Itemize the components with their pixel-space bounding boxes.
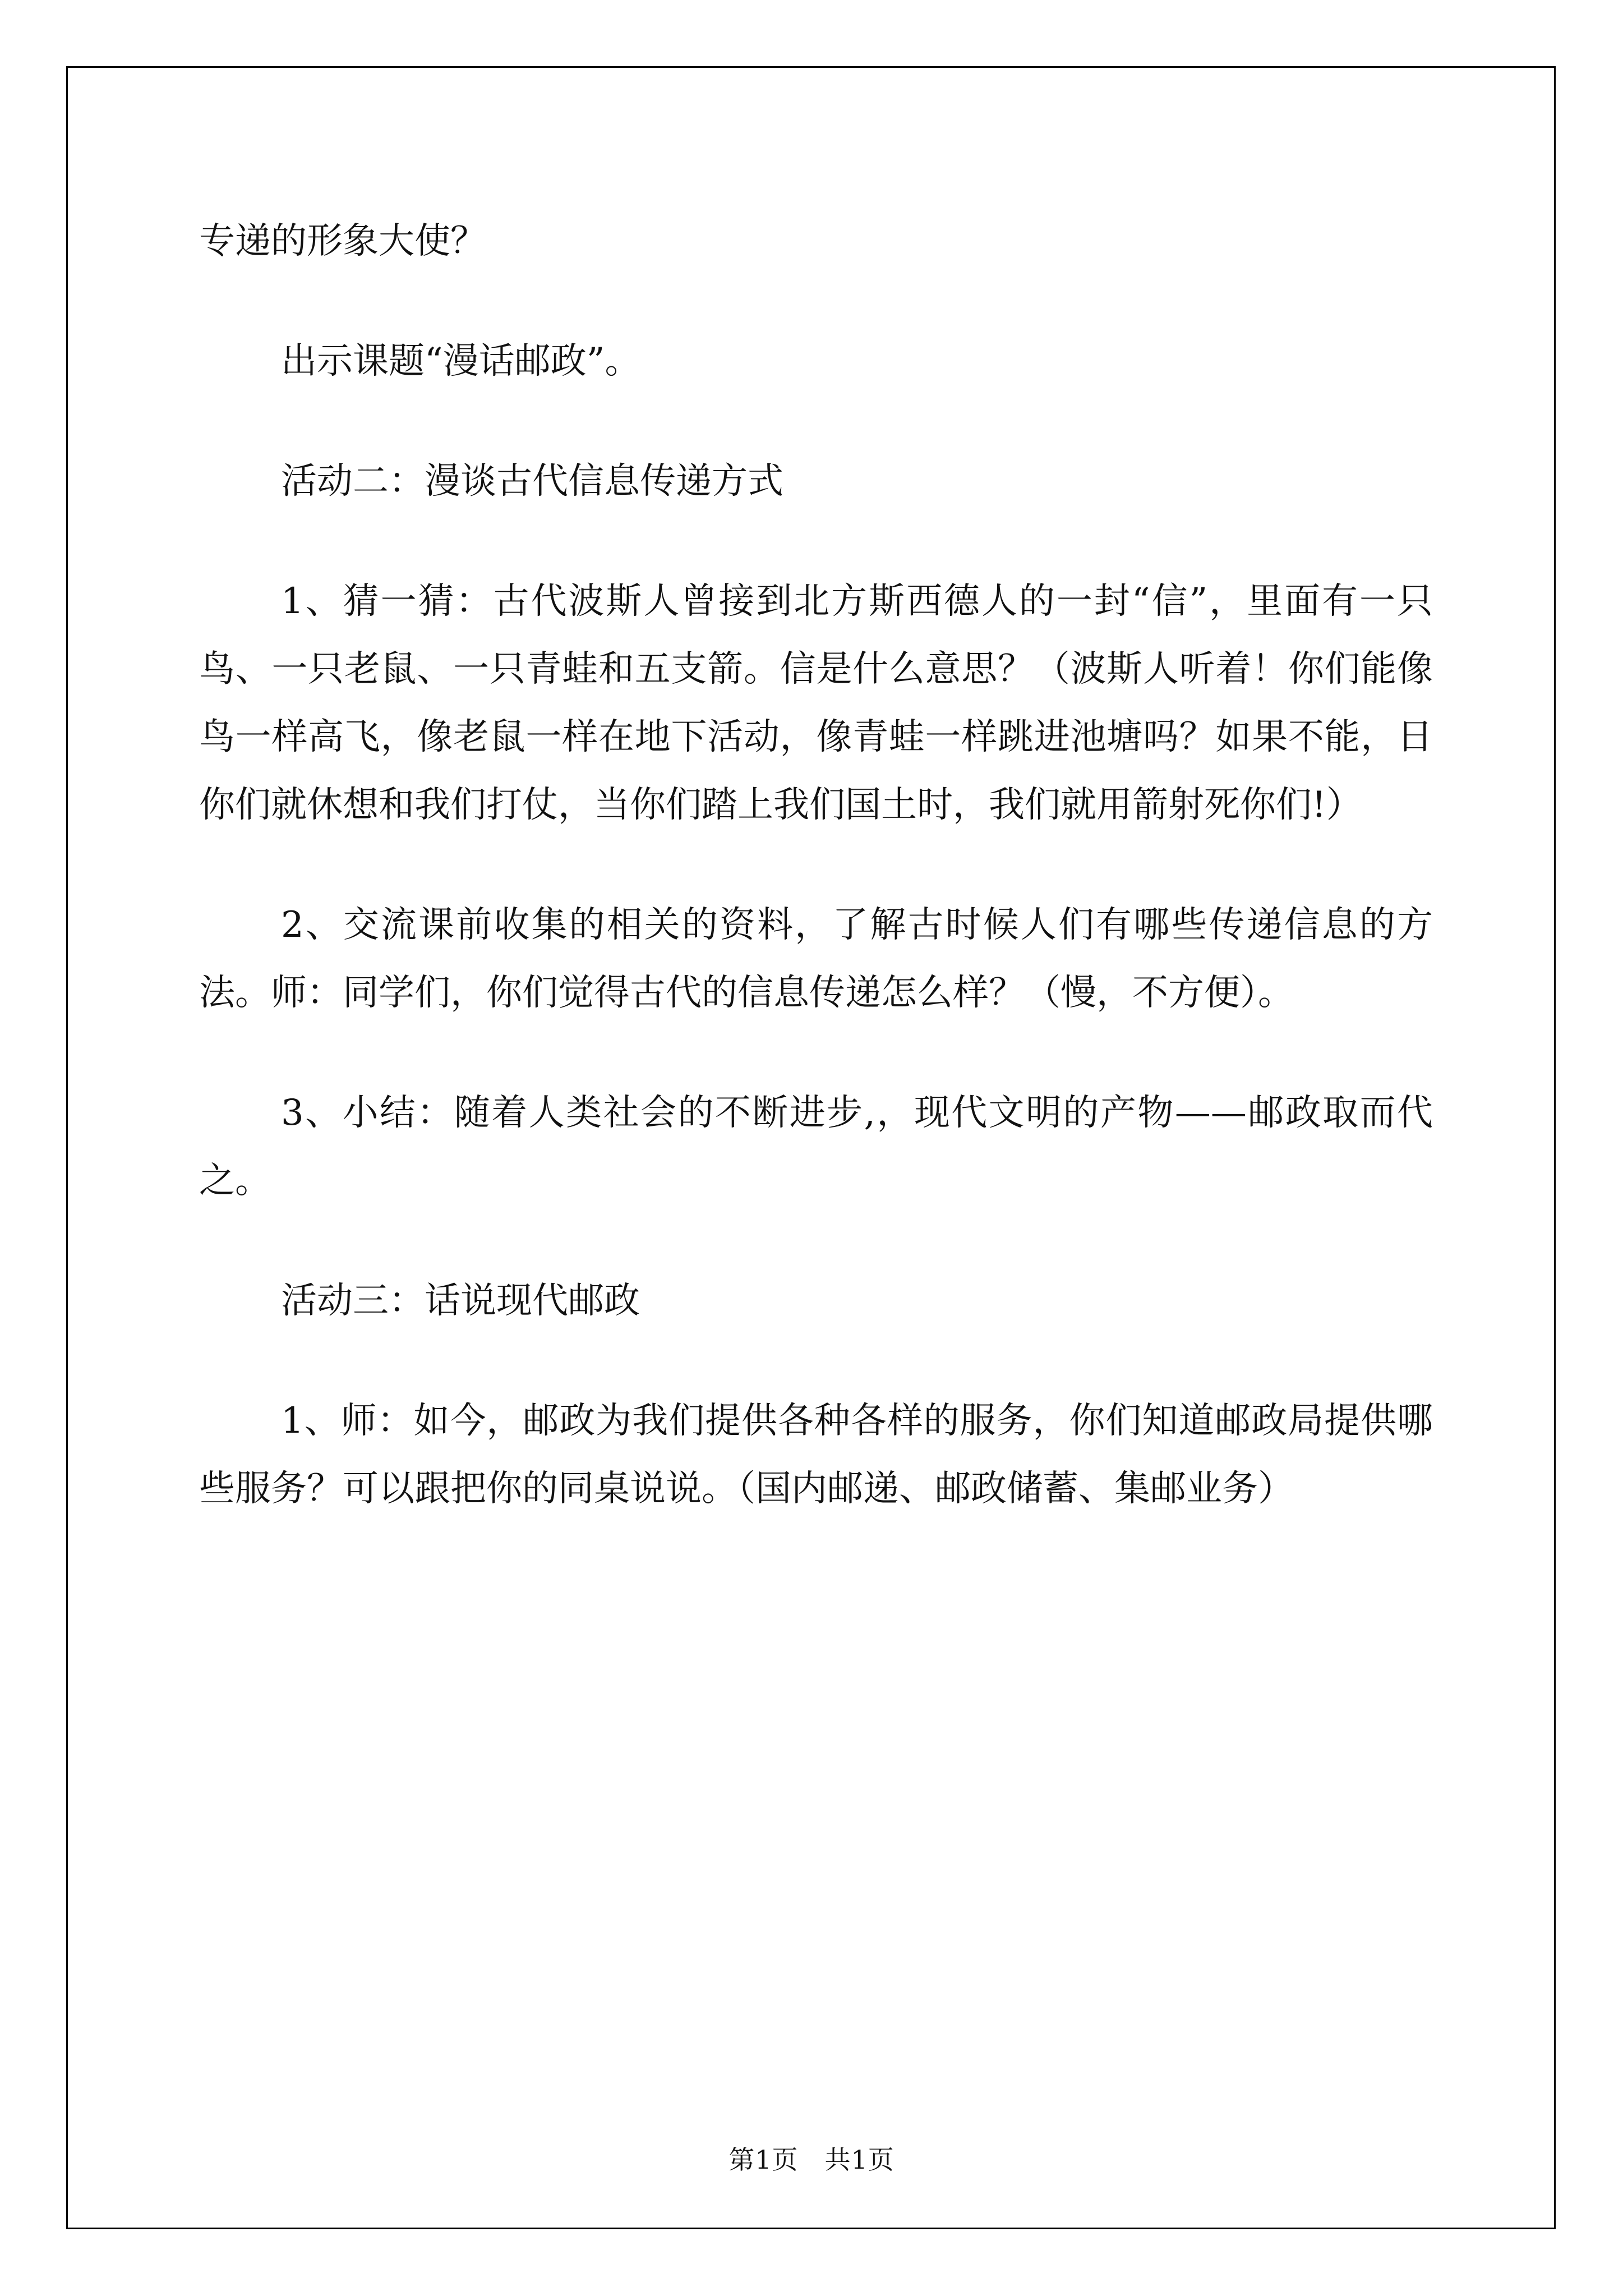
page-number-footer: 第1页 共1页	[728, 2145, 895, 2175]
paragraph-exchange: 2、交流课前收集的相关的资料，了解古时候人们有哪些传递信息的方法。师：同学们，你们觉得古代的信息传递怎么样？（慢，不方便）。	[199, 904, 1433, 1014]
paragraph-show-title: 出示课题“漫话邮政”。	[281, 341, 641, 382]
paragraph-guess: 1、猜一猜：古代波斯人曾接到北方斯西德人的一封“信”，里面有一只鸟、一只老鼠、一只青蛙和五支箭。信是什么意思？（波斯人听着！你们能像鸟一样高飞，像老鼠一样在地下活动，像青蛙一样跳进池塘吗？如果不能，日你们就休想和我们打仗，当你们踏上我们国土时，我们就用箭射死你们!）	[199, 581, 1433, 826]
heading-activity-three: 活动三：话说现代邮政	[281, 1280, 640, 1322]
heading-activity-two: 活动二：漫谈古代信息传递方式	[281, 461, 783, 502]
paragraph-postal-services: 1、师：如今，邮政为我们提供各种各样的服务，你们知道邮政局提供哪些服务？可以跟把你的同桌说说。（国内邮递、邮政储蓄、集邮业务）	[199, 1400, 1433, 1510]
paragraph-continuation: 专递的形象大使？	[199, 220, 486, 262]
paragraph-summary: 3、小结：随着人类社会的不断进步,，现代文明的产物——邮政取而代之。	[199, 1092, 1433, 1202]
document-body	[199, 208, 1433, 1575]
